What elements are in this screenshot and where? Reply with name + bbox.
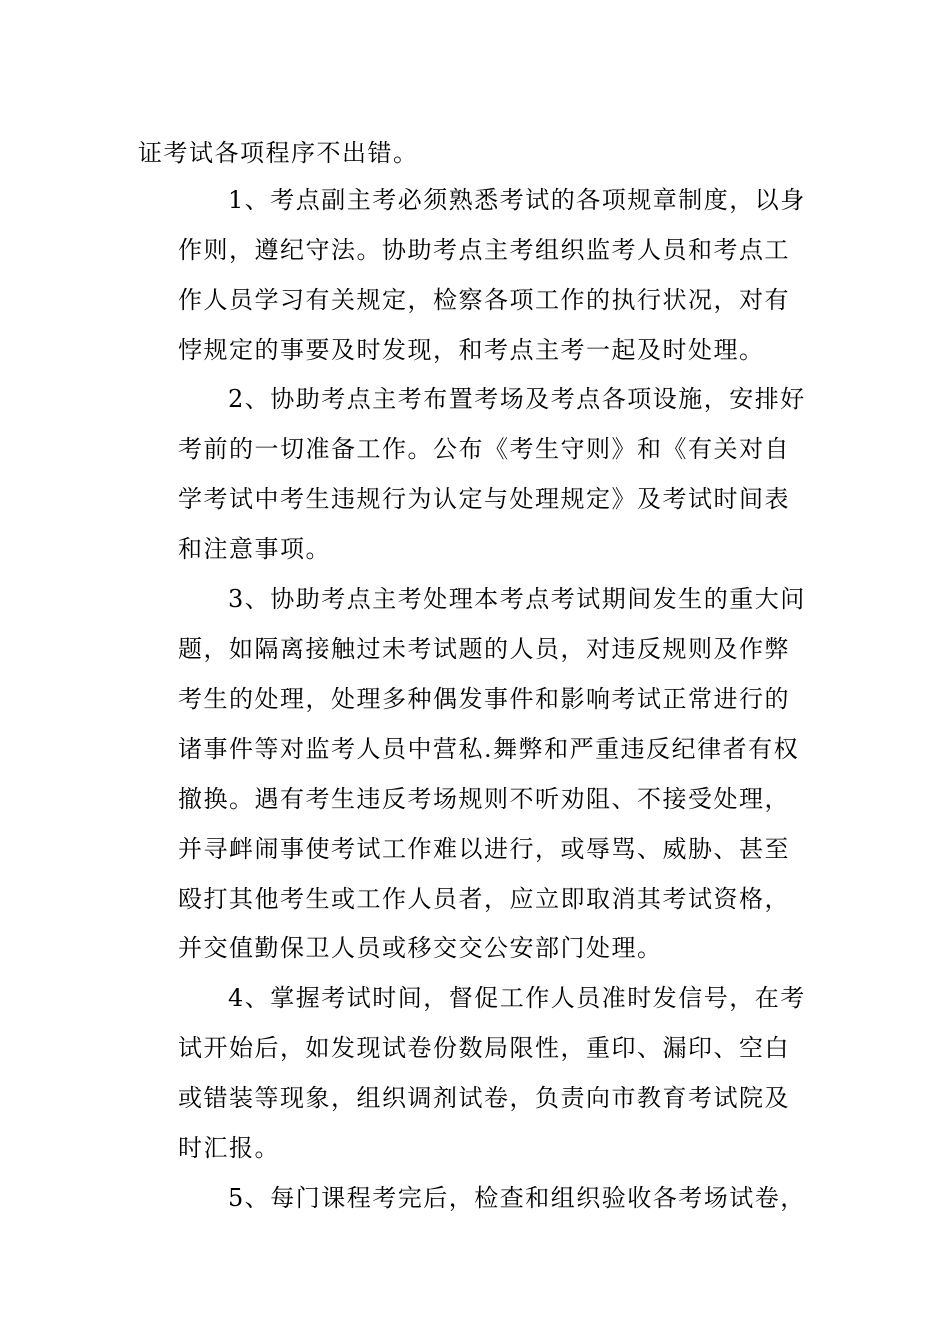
item-3-line-5: 撤换。遇有考生违反考场规则不听劝阻、不接受处理，	[178, 785, 790, 813]
item-3-line-7: 殴打其他考生或工作人员者，应立即取消其考试资格，	[178, 885, 790, 913]
item-4-line-3: 或错装等现象，组织调剂试卷，负责向市教育考试院及	[178, 1084, 790, 1112]
item-4-line-4: 时汇报。	[178, 1134, 280, 1162]
item-1-line-1: 1、考点副主考必须熟悉考试的各项规章制度，以身	[228, 186, 806, 214]
item-2-line-1: 2、协助考点主考布置考场及考点各项设施，安排好	[228, 385, 806, 413]
item-3-line-2: 题，如隔离接触过未考试题的人员，对违反规则及作弊	[178, 635, 790, 663]
item-3-line-6: 并寻衅闹事使考试工作难以进行，或辱骂、威胁、甚至	[178, 835, 790, 863]
item-2-line-2: 考前的一切准备工作。公布《考生守则》和《有关对自	[178, 435, 790, 463]
item-3-line-1: 3、协助考点主考处理本考点考试期间发生的重大问	[228, 585, 806, 613]
item-4-line-2: 试开始后，如发现试卷份数局限性，重印、漏印、空白	[178, 1034, 790, 1062]
item-4-line-1: 4、掌握考试时间，督促工作人员准时发信号，在考	[228, 984, 806, 1012]
item-1-line-4: 悖规定的事要及时发现，和考点主考一起及时处理。	[178, 336, 765, 364]
item-3-line-8: 并交值勤保卫人员或移交交公安部门处理。	[178, 934, 663, 962]
item-2-line-3: 学考试中考生违规行为认定与处理规定》及考试时间表	[178, 485, 790, 513]
item-5-line-1: 5、每门课程考完后，检查和组织验收各考场试卷，	[228, 1184, 806, 1212]
item-3-line-4: 诸事件等对监考人员中营私.舞弊和严重违反纪律者有权	[178, 735, 800, 763]
intro-line: 证考试各项程序不出错。	[138, 139, 419, 167]
item-1-line-2: 作则，遵纪守法。协助考点主考组织监考人员和考点工	[178, 236, 790, 264]
item-2-line-4: 和注意事项。	[178, 535, 331, 563]
item-3-line-3: 考生的处理，处理多种偶发事件和影响考试正常进行的	[178, 685, 790, 713]
item-1-line-3: 作人员学习有关规定，检察各项工作的执行状况，对有	[178, 286, 790, 314]
